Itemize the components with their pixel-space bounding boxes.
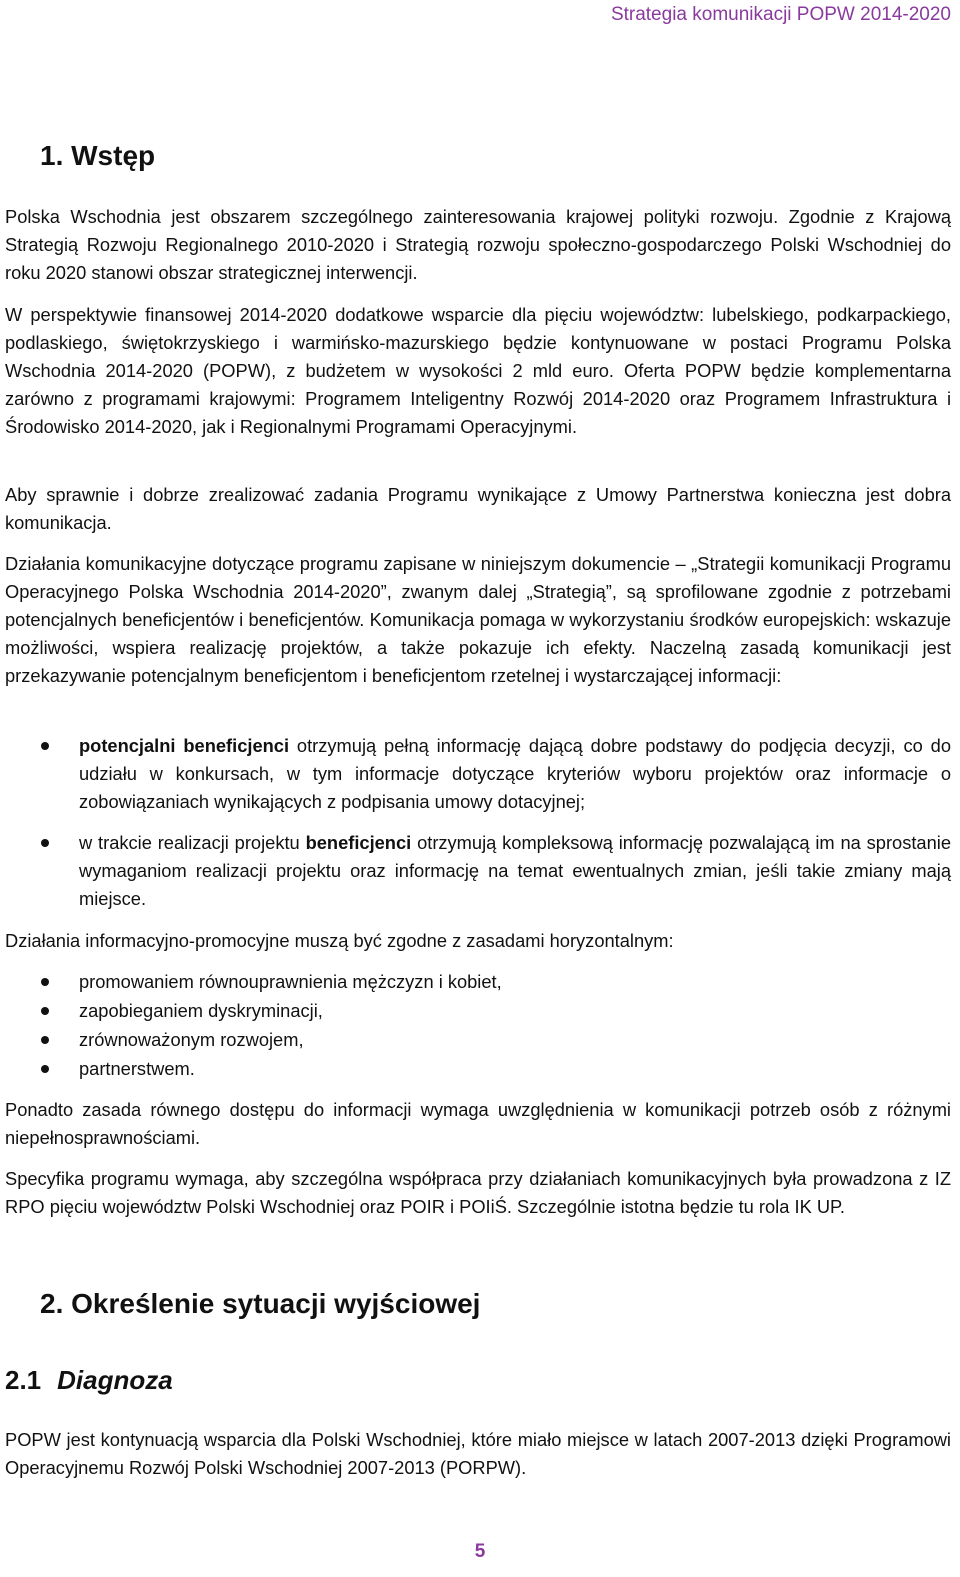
subheading-title: Diagnoza bbox=[57, 1365, 173, 1395]
bold-term: beneficjenci bbox=[305, 832, 412, 853]
bullet-icon bbox=[41, 978, 49, 986]
list-item: w trakcie realizacji projektu beneficjenci otrzymują kompleksową informację pozwalającą im na sprostanie wymaganiom realizacji projektu oraz informację na temat ewentualnych zmian, jeśli takie zmiany mają miejsce. bbox=[5, 829, 951, 913]
heading-initial-situation: 2. Określenie sytuacji wyjściowej bbox=[40, 1288, 481, 1319]
paragraph-2: W perspektywie finansowej 2014-2020 dodatkowe wsparcie dla pięciu województw: lubelskiego, podkarpackiego, podlaskiego, świętokrzyskiego i warmińsko-mazurskiego będzie kontynuowane w postaci Programu Polska Wschodnia 2014-2020 (POPW), z budżetem w wysokości 2 mld euro. Oferta POPW będzie komplementarna zarówno z programami krajowymi: Programem Inteligentny Rozwój 2014-2020 oraz Programem Infrastruktura i Środowisko 2014-2020, jak i Regionalnymi Programami Operacyjnymi. bbox=[5, 304, 951, 437]
bullet-list-recipients bbox=[5, 732, 951, 913]
page-number: 5 bbox=[474, 1541, 486, 1562]
bullet-icon bbox=[41, 1007, 49, 1015]
heading-introduction: 1. Wstęp bbox=[40, 140, 156, 171]
paragraph-7: Specyfika programu wymaga, aby szczególna współpraca przy działaniach komunikacyjnych była prowadzona z IZ RPO pięciu województw Polski Wschodniej oraz POIR i POIiŚ. Szczególnie istotna będzie tu rola IK UP. bbox=[5, 1168, 951, 1217]
bullet-icon bbox=[41, 839, 49, 847]
list-item: promowaniem równouprawnienia mężczyzn i kobiet, bbox=[5, 968, 951, 996]
list-item: partnerstwem. bbox=[5, 1055, 951, 1083]
paragraph-6: Ponadto zasada równego dostępu do informacji wymaga uwzględnienia w komunikacji potrzeb osób z różnymi niepełnosprawnościami. bbox=[5, 1099, 951, 1148]
running-header: Strategia komunikacji POPW 2014-2020 bbox=[610, 4, 951, 25]
bullet-list-principles bbox=[5, 968, 951, 1083]
paragraph-4: Działania komunikacyjne dotyczące programu zapisane w niniejszym dokumencie – „Strategii komunikacji Programu Operacyjnego Polska Wschodnia 2014-2020”, zwanym dalej „Strategią”, są sprofilowane zgodnie z potrzebami potencjalnych beneficjentów i beneficjentów. Komunikacja pomaga w wykorzystaniu środków europejskich: wskazuje możliwości, wspiera realizację projektów, a także pokazuje ich efekty. Naczelną zasadą komunikacji jest przekazywanie potencjalnym beneficjentom i beneficjentom rzetelnej i wystarczającej informacji: bbox=[5, 553, 951, 686]
list-item: zrównoważonym rozwojem, bbox=[5, 1026, 951, 1054]
bullet-icon bbox=[41, 1065, 49, 1073]
paragraph-diagnosis: POPW jest kontynuacją wsparcia dla Polski Wschodniej, które miało miejsce w latach 2007-2013 dzięki Programowi Operacyjnemu Rozwój Polski Wschodniej 2007-2013 (PORPW). bbox=[5, 1429, 951, 1478]
bold-term: potencjalni beneficjenci bbox=[79, 735, 290, 756]
bullet-icon bbox=[41, 1036, 49, 1044]
bullet-icon bbox=[41, 742, 49, 750]
subheading-number: 2.1 bbox=[5, 1365, 42, 1395]
paragraph-5: Działania informacyjno-promocyjne muszą być zgodne z zasadami horyzontalnym: bbox=[5, 930, 674, 951]
subheading-diagnosis bbox=[5, 1365, 173, 1396]
list-item: zapobieganiem dyskryminacji, bbox=[5, 997, 951, 1025]
list-item: potencjalni beneficjenci otrzymują pełną informację dającą dobre podstawy do podjęcia decyzji, co do udziału w konkursach, w tym informacje dotyczące kryteriów wyboru projektów oraz informacje o zobowiązaniach wynikających z podpisania umowy dotacyjnej; bbox=[5, 732, 951, 816]
paragraph-1: Polska Wschodnia jest obszarem szczególnego zainteresowania krajowej polityki rozwoju. Zgodnie z Krajową Strategią Rozwoju Regionalnego 2010-2020 i Strategią rozwoju społeczno-gospodarczego Polski Wschodniej do roku 2020 stanowi obszar strategicznej interwencji. bbox=[5, 206, 951, 283]
paragraph-3: Aby sprawnie i dobrze zrealizować zadania Programu wynikające z Umowy Partnerstwa konieczna jest dobra komunikacja. bbox=[5, 484, 951, 533]
